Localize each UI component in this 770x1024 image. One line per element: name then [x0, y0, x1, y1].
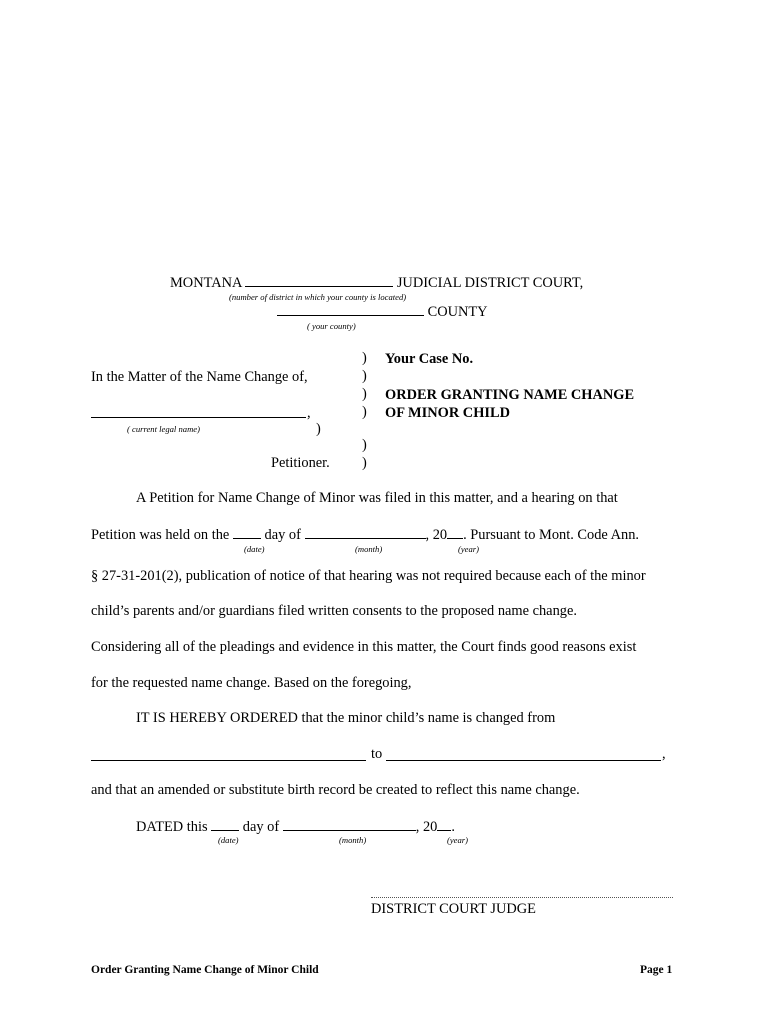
county-hint: ( your county) [307, 321, 356, 331]
hearing-month-blank [305, 526, 426, 539]
hearing-day-blank [233, 526, 261, 539]
court-header-line [170, 274, 583, 291]
caption-paren: ) [316, 421, 321, 437]
trailing-comma: , [662, 746, 666, 762]
dated-hint-date: (date) [218, 835, 239, 845]
hearing-year-blank [447, 526, 463, 539]
hearing-date-line: Petition was held on the day of , 20 . Pursuant to Mont. Code Ann. [91, 527, 639, 543]
new-name-blank [386, 760, 661, 761]
hint-month: (month) [355, 544, 383, 554]
old-name-blank [91, 760, 366, 761]
county-line [277, 303, 488, 320]
caption-paren: ) [362, 404, 367, 420]
caption-paren: ) [362, 386, 367, 402]
order-title-line1: ORDER GRANTING NAME CHANGE [385, 387, 635, 403]
body-line: child’s parents and/or guardians filed written consents to the proposed name change. [91, 603, 577, 619]
judge-label: DISTRICT COURT JUDGE [371, 901, 536, 917]
footer-title: Order Granting Name Change of Minor Child [91, 964, 319, 976]
dated-year-blank [437, 818, 451, 831]
amended-line: and that an amended or substitute birth record be created to reflect this name change. [91, 782, 580, 798]
dated-hint-month: (month) [339, 835, 367, 845]
dated-day-blank [211, 818, 239, 831]
footer-page-number: Page 1 [640, 964, 673, 976]
name-comma: , [307, 405, 311, 421]
dated-hint-year: (year) [447, 835, 468, 845]
current-name-blank [91, 417, 306, 418]
current-name-hint: ( current legal name) [127, 424, 200, 434]
to-word: to [371, 746, 383, 762]
caption-paren: ) [362, 368, 367, 384]
dated-month-blank [283, 818, 416, 831]
judge-signature-line [371, 897, 673, 898]
caption-paren: ) [362, 350, 367, 366]
body-line: A Petition for Name Change of Minor was filed in this matter, and a hearing on that [136, 490, 618, 506]
court-name: JUDICIAL DISTRICT COURT, [396, 275, 584, 291]
hint-year: (year) [458, 544, 479, 554]
county-label: COUNTY [427, 304, 488, 320]
case-number-label: Your Case No. [385, 351, 474, 367]
body-line: for the requested name change. Based on the foregoing, [91, 675, 412, 691]
district-number-blank [245, 274, 393, 287]
ordered-line: IT IS HEREBY ORDERED that the minor child’s name is changed from [136, 710, 556, 726]
order-title-line2: OF MINOR CHILD [385, 405, 510, 421]
petitioner-label: Petitioner. [271, 455, 330, 471]
district-hint: (number of district in which your county is located) [229, 292, 407, 302]
state-name: MONTANA [170, 275, 242, 291]
body-line: Considering all of the pleadings and evidence in this matter, the Court finds good reasons exist [91, 639, 637, 655]
county-blank [277, 303, 424, 316]
caption-paren: ) [362, 455, 367, 471]
body-line: § 27-31-201(2), publication of notice of that hearing was not required because each of the minor [91, 568, 646, 584]
caption-paren: ) [362, 437, 367, 453]
hint-date: (date) [244, 544, 265, 554]
dated-line: DATED this day of , 20 . [136, 819, 455, 835]
matter-text: In the Matter of the Name Change of, [91, 369, 308, 385]
